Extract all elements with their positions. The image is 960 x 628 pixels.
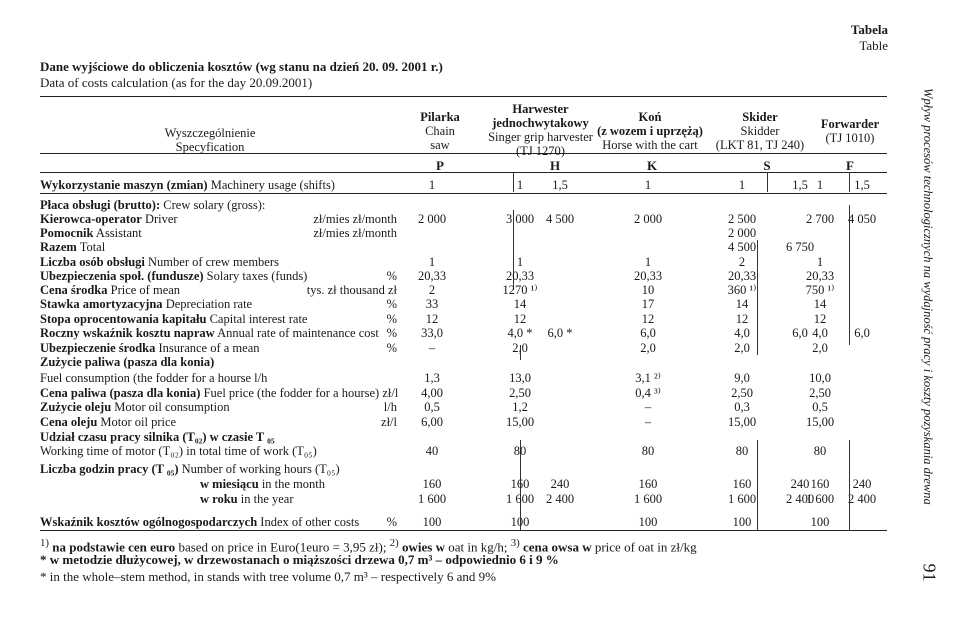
- table-cell: 4 050: [847, 212, 877, 226]
- rule-bottom: [40, 530, 887, 531]
- row-unit: zł/mies zł/month: [313, 212, 397, 226]
- table-cell: 100: [638, 515, 658, 529]
- table-cell: 0,5: [812, 400, 828, 414]
- fn2-sup: 2): [389, 537, 399, 549]
- table-cell: 2,0: [512, 341, 528, 355]
- header-kon-en: Horse with the cart: [602, 138, 698, 152]
- header-skider-en: Skidder: [740, 124, 780, 138]
- row-label-en: Capital interest rate: [206, 312, 308, 326]
- table-cell: 12: [513, 312, 527, 326]
- row-label: [40, 430, 275, 445]
- row-unit: %: [386, 269, 397, 283]
- table-label-pl: Tabela: [850, 22, 888, 37]
- row-unit: %: [386, 297, 397, 311]
- table-row: [40, 226, 887, 241]
- row-label: [40, 255, 279, 270]
- header-harv-pl1: Harwester: [512, 102, 569, 116]
- row-label-pl: Liczba osób obsługi: [40, 255, 145, 269]
- table-cell: 1: [516, 255, 524, 269]
- row-label: [40, 371, 267, 386]
- table-cell: 6,0: [640, 326, 656, 340]
- row-unit: zł/mies zł/month: [313, 226, 397, 240]
- row-label-en: Number of working hours (T₀₅): [178, 462, 340, 476]
- table-row: [40, 326, 887, 341]
- row-label-pl: Cena środka: [40, 283, 108, 297]
- table-cell: 1 600: [727, 492, 757, 506]
- row-label: [40, 178, 335, 193]
- table-cell: 15,00: [727, 415, 757, 429]
- table-cell: 6,0 *: [547, 326, 573, 340]
- table-cell: 1 600: [633, 492, 663, 506]
- table-cell: 80: [513, 444, 527, 458]
- header-skider-model: (LKT 81, TJ 240): [715, 138, 805, 152]
- table-cell: 1,2: [512, 400, 528, 414]
- header-pilarka: [405, 110, 475, 152]
- row-label-en: Working time of motor (T₀₂) in total time of work (T₀₅): [40, 444, 317, 458]
- row-label: [40, 326, 379, 341]
- table-row: [40, 492, 887, 507]
- row-label: [40, 444, 317, 459]
- header-skider-pl: Skider: [742, 110, 778, 124]
- header-spec-en: Specyfication: [175, 140, 245, 154]
- row-label-en: Assistant: [93, 226, 142, 240]
- header-pilarka-en1: Chain: [425, 124, 455, 138]
- table-cell: 0,4 ³⁾: [635, 386, 661, 400]
- row-label: [40, 355, 214, 370]
- row-label-pl: w miesiącu: [200, 477, 259, 491]
- table-cell: 6,0: [854, 326, 870, 340]
- row-label-pl: Stawka amortyzacyjna: [40, 297, 163, 311]
- row-label-en: Motor oil price: [97, 415, 177, 429]
- table-cell: 1: [738, 178, 746, 192]
- row-unit: %: [386, 341, 397, 355]
- row-label-en: Crew solary (gross):: [160, 198, 266, 212]
- table-cell: 1: [816, 178, 824, 192]
- table-cell: 20,33: [505, 269, 535, 283]
- table-cell: 160: [732, 477, 752, 491]
- fn1-sup: 1): [40, 537, 50, 549]
- table-row: [40, 355, 887, 370]
- header-forw-pl: Forwarder: [820, 117, 880, 131]
- table-cell: 20,33: [417, 269, 447, 283]
- table-cell: 80: [735, 444, 749, 458]
- table-cell: 6,0: [792, 326, 808, 340]
- header-kon-pl2: (z wozem i uprzężą): [597, 124, 703, 138]
- row-label-en: Insurance of a mean: [155, 341, 260, 355]
- fn1-bold: na podstawie cen euro: [49, 539, 176, 555]
- caption-en: Data of costs calculation (as for the day 20.09.2001): [40, 75, 313, 90]
- row-label: [200, 492, 294, 507]
- row-label-pl: Pomocnik: [40, 226, 94, 240]
- row-label: [40, 297, 252, 312]
- table-cell: 1: [644, 178, 652, 192]
- row-label-en: Machinery usage (shifts): [207, 178, 335, 192]
- table-cell: 80: [641, 444, 655, 458]
- header-forwarder: [808, 117, 892, 145]
- header-pilarka-pl: Pilarka: [420, 110, 460, 124]
- row-label: [40, 312, 307, 327]
- row-label: [40, 386, 398, 401]
- table-cell: 10,0: [809, 371, 831, 385]
- table-cell: 1 600: [805, 492, 835, 506]
- table-cell: 240: [852, 477, 872, 491]
- table-cell: 10: [641, 283, 655, 297]
- row-label-pl: Ubezpieczenia społ. (fundusze): [40, 269, 204, 283]
- table-cell: 2: [738, 255, 746, 269]
- table-label-en: Table: [859, 38, 888, 53]
- row-label: [40, 283, 180, 298]
- row-label-en: Solary taxes (funds): [203, 269, 308, 283]
- table-cell: 750 ¹⁾: [805, 283, 835, 297]
- header-spec: [120, 126, 300, 154]
- table-cell: 2 000: [727, 226, 757, 240]
- caption-pl: Dane wyjściowe do obliczenia kosztów (wg stanu na dzień 20. 09. 2001 r.): [40, 59, 443, 74]
- row-label-pl: Razem: [40, 240, 77, 254]
- table-cell: 33,0: [421, 326, 443, 340]
- running-head-text: Wpływ procesów technologicznych na wydajność pracy i koszty pozyskania drewna: [921, 88, 935, 505]
- table-cell: –: [428, 341, 436, 355]
- table-cell: 240: [550, 477, 570, 491]
- table-cell: 1: [516, 178, 524, 192]
- table-row: [40, 283, 887, 298]
- table-cell: 2: [428, 283, 436, 297]
- row-label-en: Fuel price (the fodder for a hourse) zł/l: [200, 386, 399, 400]
- table-cell: 14: [513, 297, 527, 311]
- row-label: [40, 462, 340, 477]
- row-unit: tys. zł thousand zł: [306, 283, 397, 297]
- table-cell: 12: [735, 312, 749, 326]
- row-label-en: Price of mean: [107, 283, 181, 297]
- table-cell: 2,0: [812, 341, 828, 355]
- row-label-en: Motor oil consumption: [111, 400, 230, 414]
- table-row: [40, 430, 887, 445]
- table-cell: 0,5: [424, 400, 440, 414]
- header-kon: [585, 110, 715, 152]
- table-row: [40, 178, 887, 193]
- row-label-pl: Stopa oprocentowania kapitału: [40, 312, 207, 326]
- letter-h: H: [549, 158, 561, 173]
- table-row: [40, 297, 887, 312]
- fn2-text: oat in kg/h;: [444, 539, 511, 555]
- row-label-pl: Cena paliwa (pasza dla konia): [40, 386, 201, 400]
- table-label: [851, 22, 888, 54]
- table-cell: 80: [813, 444, 827, 458]
- table-cell: 2,0: [640, 341, 656, 355]
- letter-f: F: [846, 158, 854, 173]
- row-label-pl: Płaca obsługi (brutto):: [40, 198, 161, 212]
- row-label-pl: w roku: [200, 492, 238, 506]
- letter-p: P: [436, 158, 444, 173]
- row-label-en: Fuel consumption (the fodder for a hourse l/h: [40, 371, 268, 385]
- table-row: [40, 269, 887, 284]
- table-cell: 6,00: [421, 415, 443, 429]
- table-cell: 4,0: [734, 326, 750, 340]
- header-harv-en1: Singer grip harvester: [488, 130, 593, 144]
- table-cell: 15,00: [805, 415, 835, 429]
- table-cell: 15,00: [505, 415, 535, 429]
- table-caption: [40, 59, 443, 91]
- table-cell: 1: [816, 255, 824, 269]
- table-cell: 2 000: [633, 212, 663, 226]
- table-cell: 2,50: [809, 386, 831, 400]
- page-number: 91: [919, 563, 940, 582]
- row-label: [40, 269, 307, 284]
- table-cell: 20,33: [805, 269, 835, 283]
- row-label: [40, 212, 178, 227]
- table-row: [40, 515, 887, 530]
- table-cell: 2 400: [847, 492, 877, 506]
- table-cell: 360 ¹⁾: [727, 283, 757, 297]
- row-unit: %: [386, 326, 397, 340]
- table-cell: 1,5: [792, 178, 808, 192]
- table-row: [40, 400, 887, 415]
- table-cell: 1 600: [505, 492, 535, 506]
- table-cell: 2,50: [509, 386, 531, 400]
- table-cell: 100: [732, 515, 752, 529]
- running-head: [921, 88, 945, 558]
- row-label: [40, 415, 176, 430]
- table-cell: 1,3: [424, 371, 440, 385]
- table-cell: 4 500: [727, 240, 757, 254]
- table-cell: 1: [644, 255, 652, 269]
- row-label-pl: Ubezpieczenie środka: [40, 341, 156, 355]
- row-label: [200, 477, 325, 492]
- table-cell: 14: [813, 297, 827, 311]
- row-unit: l/h: [383, 400, 397, 414]
- table-cell: 1270 ¹⁾: [502, 283, 538, 297]
- fn3-bold: cena owsa w: [519, 539, 592, 555]
- row-label-pl: Udział czasu pracy silnika (T₀₂) w czasie T ₀₅: [40, 430, 275, 444]
- header-pilarka-en2: saw: [430, 138, 450, 152]
- row-label-pl: Wskaźnik kosztów ogólnogospodarczych: [40, 515, 258, 529]
- table-cell: 12: [425, 312, 439, 326]
- letter-k: K: [646, 158, 658, 173]
- fn2-bold: owies w: [398, 539, 445, 555]
- table-cell: 20,33: [633, 269, 663, 283]
- row-label-pl: Liczba godzin pracy (T ₀₅): [40, 462, 179, 476]
- table-cell: 3,1 ²⁾: [635, 371, 661, 385]
- table-cell: 2 500: [727, 212, 757, 226]
- table-cell: 1,5: [854, 178, 870, 192]
- table-cell: –: [644, 415, 652, 429]
- row-label-pl: Zużycie oleju: [40, 400, 112, 414]
- table-cell: 160: [810, 477, 830, 491]
- table-cell: 4 500: [545, 212, 575, 226]
- rule-usage: [40, 193, 887, 194]
- header-harv-pl2: jednochwytakowy: [492, 116, 589, 130]
- table-cell: 17: [641, 297, 655, 311]
- table-cell: 1: [428, 255, 436, 269]
- table-cell: 6 750: [785, 240, 815, 254]
- table-cell: 2 400: [785, 492, 815, 506]
- header-forw-model: (TJ 1010): [825, 131, 875, 145]
- fn3-text: price of oat in zł/kg: [591, 539, 697, 555]
- table-row: [40, 444, 887, 459]
- table-cell: 160: [422, 477, 442, 491]
- table-cell: 240: [790, 477, 810, 491]
- table-cell: –: [644, 400, 652, 414]
- footnote-star-en: * in the whole–stem method, in stands with tree volume 0,7 m³ – respectively 6 and 9%: [40, 569, 496, 584]
- row-unit: %: [386, 312, 397, 326]
- table-cell: 1: [428, 178, 436, 192]
- table-cell: 3 000: [505, 212, 535, 226]
- table-cell: 2 400: [545, 492, 575, 506]
- row-label-en: Index of other costs: [257, 515, 360, 529]
- table-cell: 1,5: [552, 178, 568, 192]
- table-cell: 13,0: [509, 371, 531, 385]
- row-label-en: Total: [76, 240, 106, 254]
- table-cell: 2,0: [734, 341, 750, 355]
- rule-top: [40, 96, 887, 97]
- table-cell: 14: [735, 297, 749, 311]
- table-cell: 2 700: [805, 212, 835, 226]
- table-cell: 160: [638, 477, 658, 491]
- row-label: [40, 226, 142, 241]
- table-row: [40, 198, 887, 213]
- header-skider: [700, 110, 820, 152]
- table-row: [40, 212, 887, 227]
- header-harv-en2: (TJ 1270): [516, 144, 565, 158]
- footnote-star-pl: * w metodzie dłużycowej, w drzewostanach o miąższości drzewa 0,7 m³ – odpowiednio 6 i 9 %: [40, 552, 559, 567]
- table-row: [40, 255, 887, 270]
- row-label-pl: Kierowca-operator: [40, 212, 142, 226]
- table-cell: 20,33: [727, 269, 757, 283]
- row-label-en: Number of crew members: [144, 255, 279, 269]
- row-label: [40, 240, 105, 255]
- table-cell: 12: [813, 312, 827, 326]
- row-unit: zł/l: [381, 415, 397, 429]
- table-cell: 0,3: [734, 400, 750, 414]
- row-label: [40, 400, 230, 415]
- table-cell: 100: [510, 515, 530, 529]
- table-cell: 9,0: [734, 371, 750, 385]
- table-row: [40, 371, 887, 386]
- table-cell: 33: [425, 297, 439, 311]
- table-row: [40, 462, 887, 477]
- row-label: [40, 515, 359, 530]
- table-cell: 40: [425, 444, 439, 458]
- table-cell: 2 000: [417, 212, 447, 226]
- table-cell: 100: [422, 515, 442, 529]
- row-label-en: Driver: [141, 212, 178, 226]
- table-row: [40, 477, 887, 492]
- table-cell: 160: [510, 477, 530, 491]
- row-label-pl: Cena oleju: [40, 415, 98, 429]
- row-label-pl: Roczny wskaźnik kosztu napraw: [40, 326, 215, 340]
- header-spec-pl: Wyszczególnienie: [164, 126, 256, 140]
- header-kon-pl1: Koń: [638, 110, 662, 124]
- table-cell: 4,0: [812, 326, 828, 340]
- row-label-en: in the month: [258, 477, 326, 491]
- table-row: [40, 312, 887, 327]
- table-row: [40, 386, 887, 401]
- table-cell: 4,00: [421, 386, 443, 400]
- fn1-text: based on price in Euro(1euro = 3,95 zł);: [175, 539, 390, 555]
- table-cell: 12: [641, 312, 655, 326]
- row-label: [40, 198, 265, 213]
- table-row: [40, 415, 887, 430]
- table-cell: 2,50: [731, 386, 753, 400]
- table-row: [40, 240, 887, 255]
- table-cell: 100: [810, 515, 830, 529]
- fn3-sup: 3): [510, 537, 520, 549]
- letter-s: S: [763, 158, 771, 173]
- row-label-pl: Wykorzystanie maszyn (zmian): [40, 178, 208, 192]
- row-label-en: Depreciation rate: [162, 297, 253, 311]
- row-label-en: in the year: [237, 492, 294, 506]
- row-label: [40, 341, 260, 356]
- table-row: [40, 341, 887, 356]
- table-cell: 1 600: [417, 492, 447, 506]
- row-label-en: Annual rate of maintenance cost: [214, 326, 379, 340]
- row-unit: %: [386, 515, 397, 529]
- table-cell: 4,0 *: [507, 326, 533, 340]
- row-label-pl: Zużycie paliwa (pasza dla konia): [40, 355, 215, 369]
